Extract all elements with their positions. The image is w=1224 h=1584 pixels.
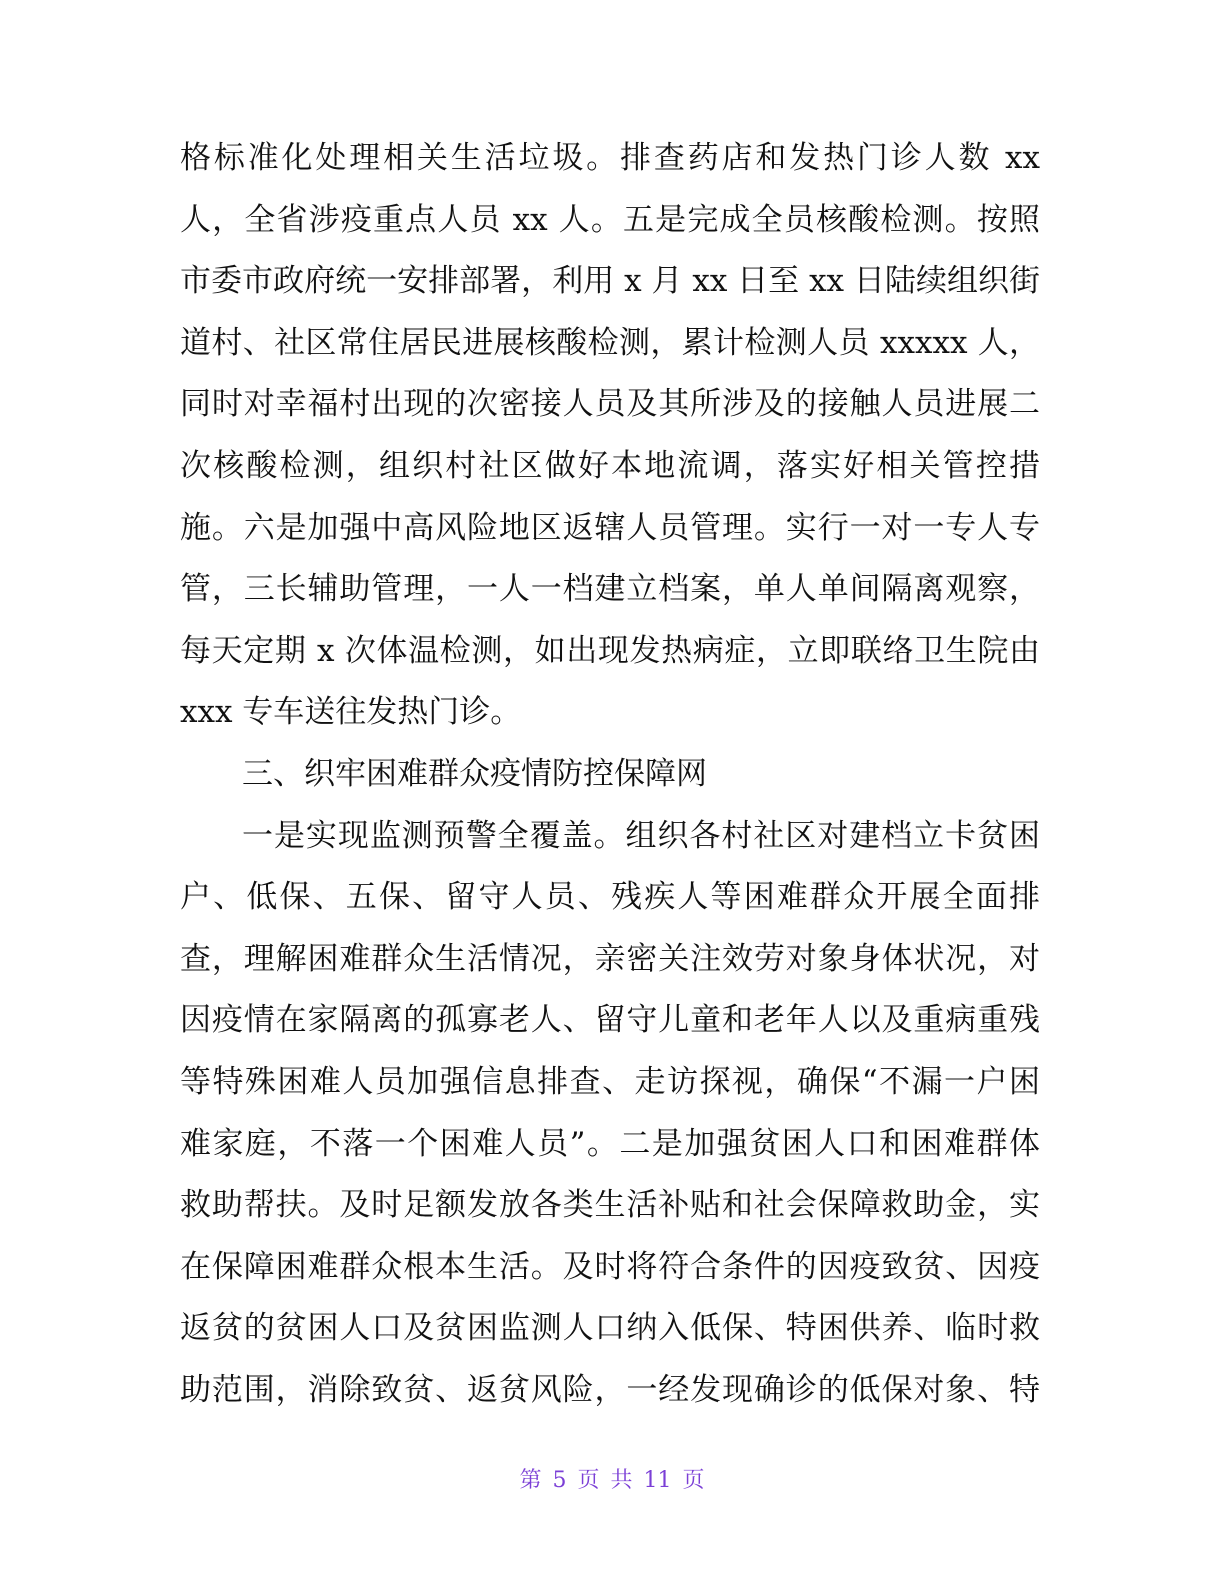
- body-text: [180, 128, 1040, 1421]
- text-line: 因疫情在家隔离的孤寡老人、留守儿童和老年人以及重病重残: [180, 1002, 1040, 1039]
- text-line: 等特殊困难人员加强信息排查、走访探视，确保“不漏一户困: [180, 1063, 1040, 1100]
- text-line: 返贫的贫困人口及贫困监测人口纳入低保、特困供养、临时救: [180, 1310, 1040, 1347]
- text-line: 次核酸检测，组织村社区做好本地流调，落实好相关管控措: [180, 447, 1040, 484]
- text-line: 户、低保、五保、留守人员、残疾人等困难群众开展全面排: [180, 879, 1040, 916]
- text-line: 救助帮扶。及时足额发放各类生活补贴和社会保障救助金，实: [180, 1187, 1040, 1224]
- text-line: 市委市政府统一安排部署，利用 x 月 xx 日至 xx 日陆续组织街: [180, 263, 1040, 300]
- text-line: 施。六是加强中高风险地区返辖人员管理。实行一对一专人专: [180, 509, 1040, 546]
- text-line: 人，全省涉疫重点人员 xx 人。五是完成全员核酸检测。按照: [180, 201, 1040, 238]
- text-line: 难家庭，不落一个困难人员”。二是加强贫困人口和困难群体: [180, 1125, 1040, 1162]
- text-line: 格标准化处理相关生活垃圾。排查药店和发热门诊人数 xx: [180, 140, 1040, 176]
- text-line: 助范围，消除致贫、返贫风险，一经发现确诊的低保对象、特: [180, 1371, 1040, 1408]
- text-line: 道村、社区常住居民进展核酸检测，累计检测人员 xxxxx 人，: [180, 324, 1040, 361]
- section-heading: 三、织牢困难群众疫情防控保障网: [242, 755, 707, 792]
- text-line: 每天定期 x 次体温检测，如出现发热病症，立即联络卫生院由: [180, 632, 1040, 669]
- paragraph-first-line: 一是实现监测预警全覆盖。组织各村社区对建档立卡贫困: [242, 817, 1040, 854]
- page-number: 第 5 页 共 11 页: [519, 1468, 705, 1493]
- text-line: 查，理解困难群众生活情况，亲密关注效劳对象身体状况，对: [180, 940, 1040, 977]
- text-line: 同时对幸福村出现的次密接人员及其所涉及的接触人员进展二: [180, 386, 1040, 423]
- text-line: 在保障困难群众根本生活。及时将符合条件的因疫致贫、因疫: [180, 1248, 1040, 1285]
- text-line: 管，三长辅助管理，一人一档建立档案，单人单间隔离观察，: [180, 571, 1040, 608]
- text-line: xxx 专车送往发热门诊。: [180, 694, 522, 731]
